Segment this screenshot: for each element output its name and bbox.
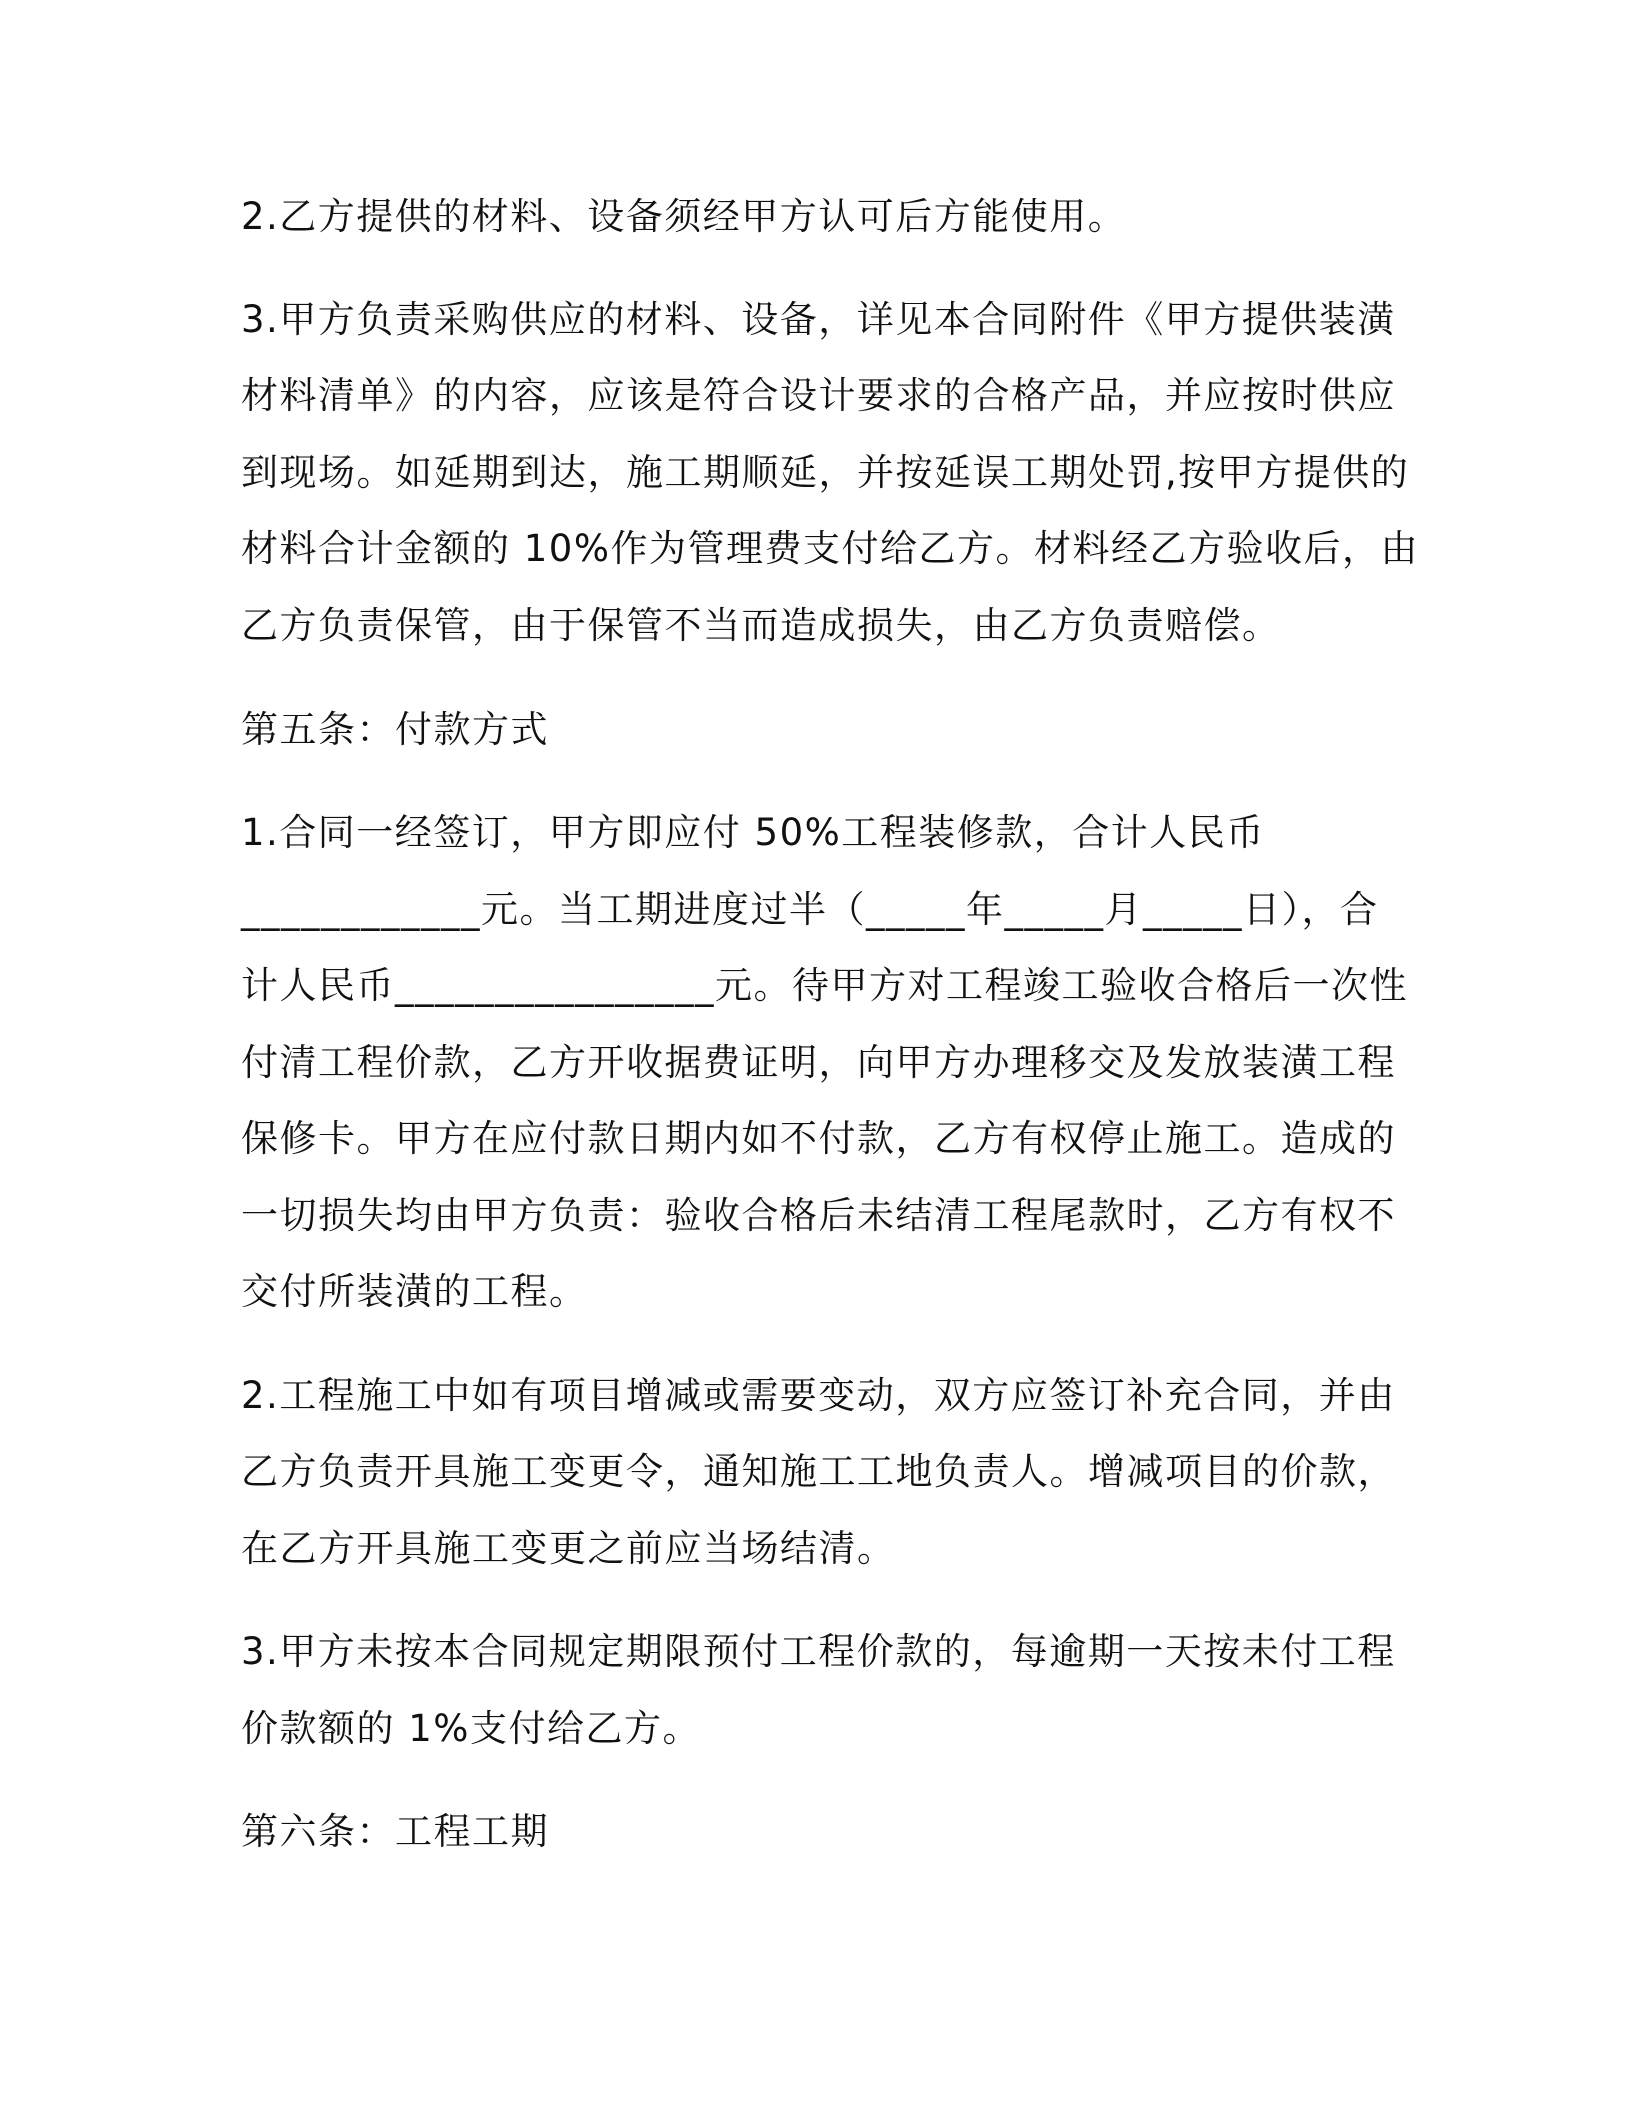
section-heading: 第五条：付款方式 bbox=[241, 708, 549, 751]
paragraph-line: 1.合同一经签订，甲方即应付 50%工程装修款，合计人民币 bbox=[241, 811, 1265, 854]
section-heading: 第六条：工程工期 bbox=[241, 1810, 549, 1853]
paragraph-line: 3.甲方未按本合同规定期限预付工程价款的，每逾期一天按未付工程 bbox=[241, 1630, 1396, 1673]
paragraph-line: 3.甲方负责采购供应的材料、设备，详见本合同附件《甲方提供装潢 bbox=[241, 298, 1396, 341]
paragraph-line: 2.乙方提供的材料、设备须经甲方认可后方能使用。 bbox=[241, 195, 1127, 238]
paragraph-line: 付清工程价款，乙方开收据费证明，向甲方办理移交及发放装潢工程 bbox=[241, 1041, 1396, 1084]
paragraph-line: 到现场。如延期到达，施工期顺延，并按延误工期处罚,按甲方提供的 bbox=[241, 451, 1410, 494]
paragraph-line: 材料清单》的内容，应该是符合设计要求的合格产品，并应按时供应 bbox=[241, 374, 1396, 417]
paragraph-line: 乙方负责保管，由于保管不当而造成损失，由乙方负责赔偿。 bbox=[241, 604, 1281, 647]
paragraph-line: 保修卡。甲方在应付款日期内如不付款，乙方有权停止施工。造成的 bbox=[241, 1117, 1396, 1160]
paragraph-line: 材料合计金额的 10%作为管理费支付给乙方。材料经乙方验收后，由 bbox=[241, 527, 1419, 570]
paragraph-line: 2.工程施工中如有项目增减或需要变动，双方应签订补充合同，并由 bbox=[241, 1374, 1396, 1417]
paragraph-line: 价款额的 1%支付给乙方。 bbox=[241, 1707, 701, 1750]
paragraph-line: 计人民币________________元。待甲方对工程竣工验收合格后一次性 bbox=[241, 964, 1408, 1007]
paragraph-line: 在乙方开具施工变更之前应当场结清。 bbox=[241, 1527, 896, 1570]
paragraph-line: 交付所装潢的工程。 bbox=[241, 1270, 588, 1313]
paragraph-line: ____________元。当工期进度过半（_____年_____月_____日），合 bbox=[241, 888, 1379, 931]
paragraph-line: 乙方负责开具施工变更令，通知施工工地负责人。增减项目的价款， bbox=[241, 1450, 1396, 1493]
paragraph-line: 一切损失均由甲方负责：验收合格后未结清工程尾款时，乙方有权不 bbox=[241, 1194, 1396, 1237]
